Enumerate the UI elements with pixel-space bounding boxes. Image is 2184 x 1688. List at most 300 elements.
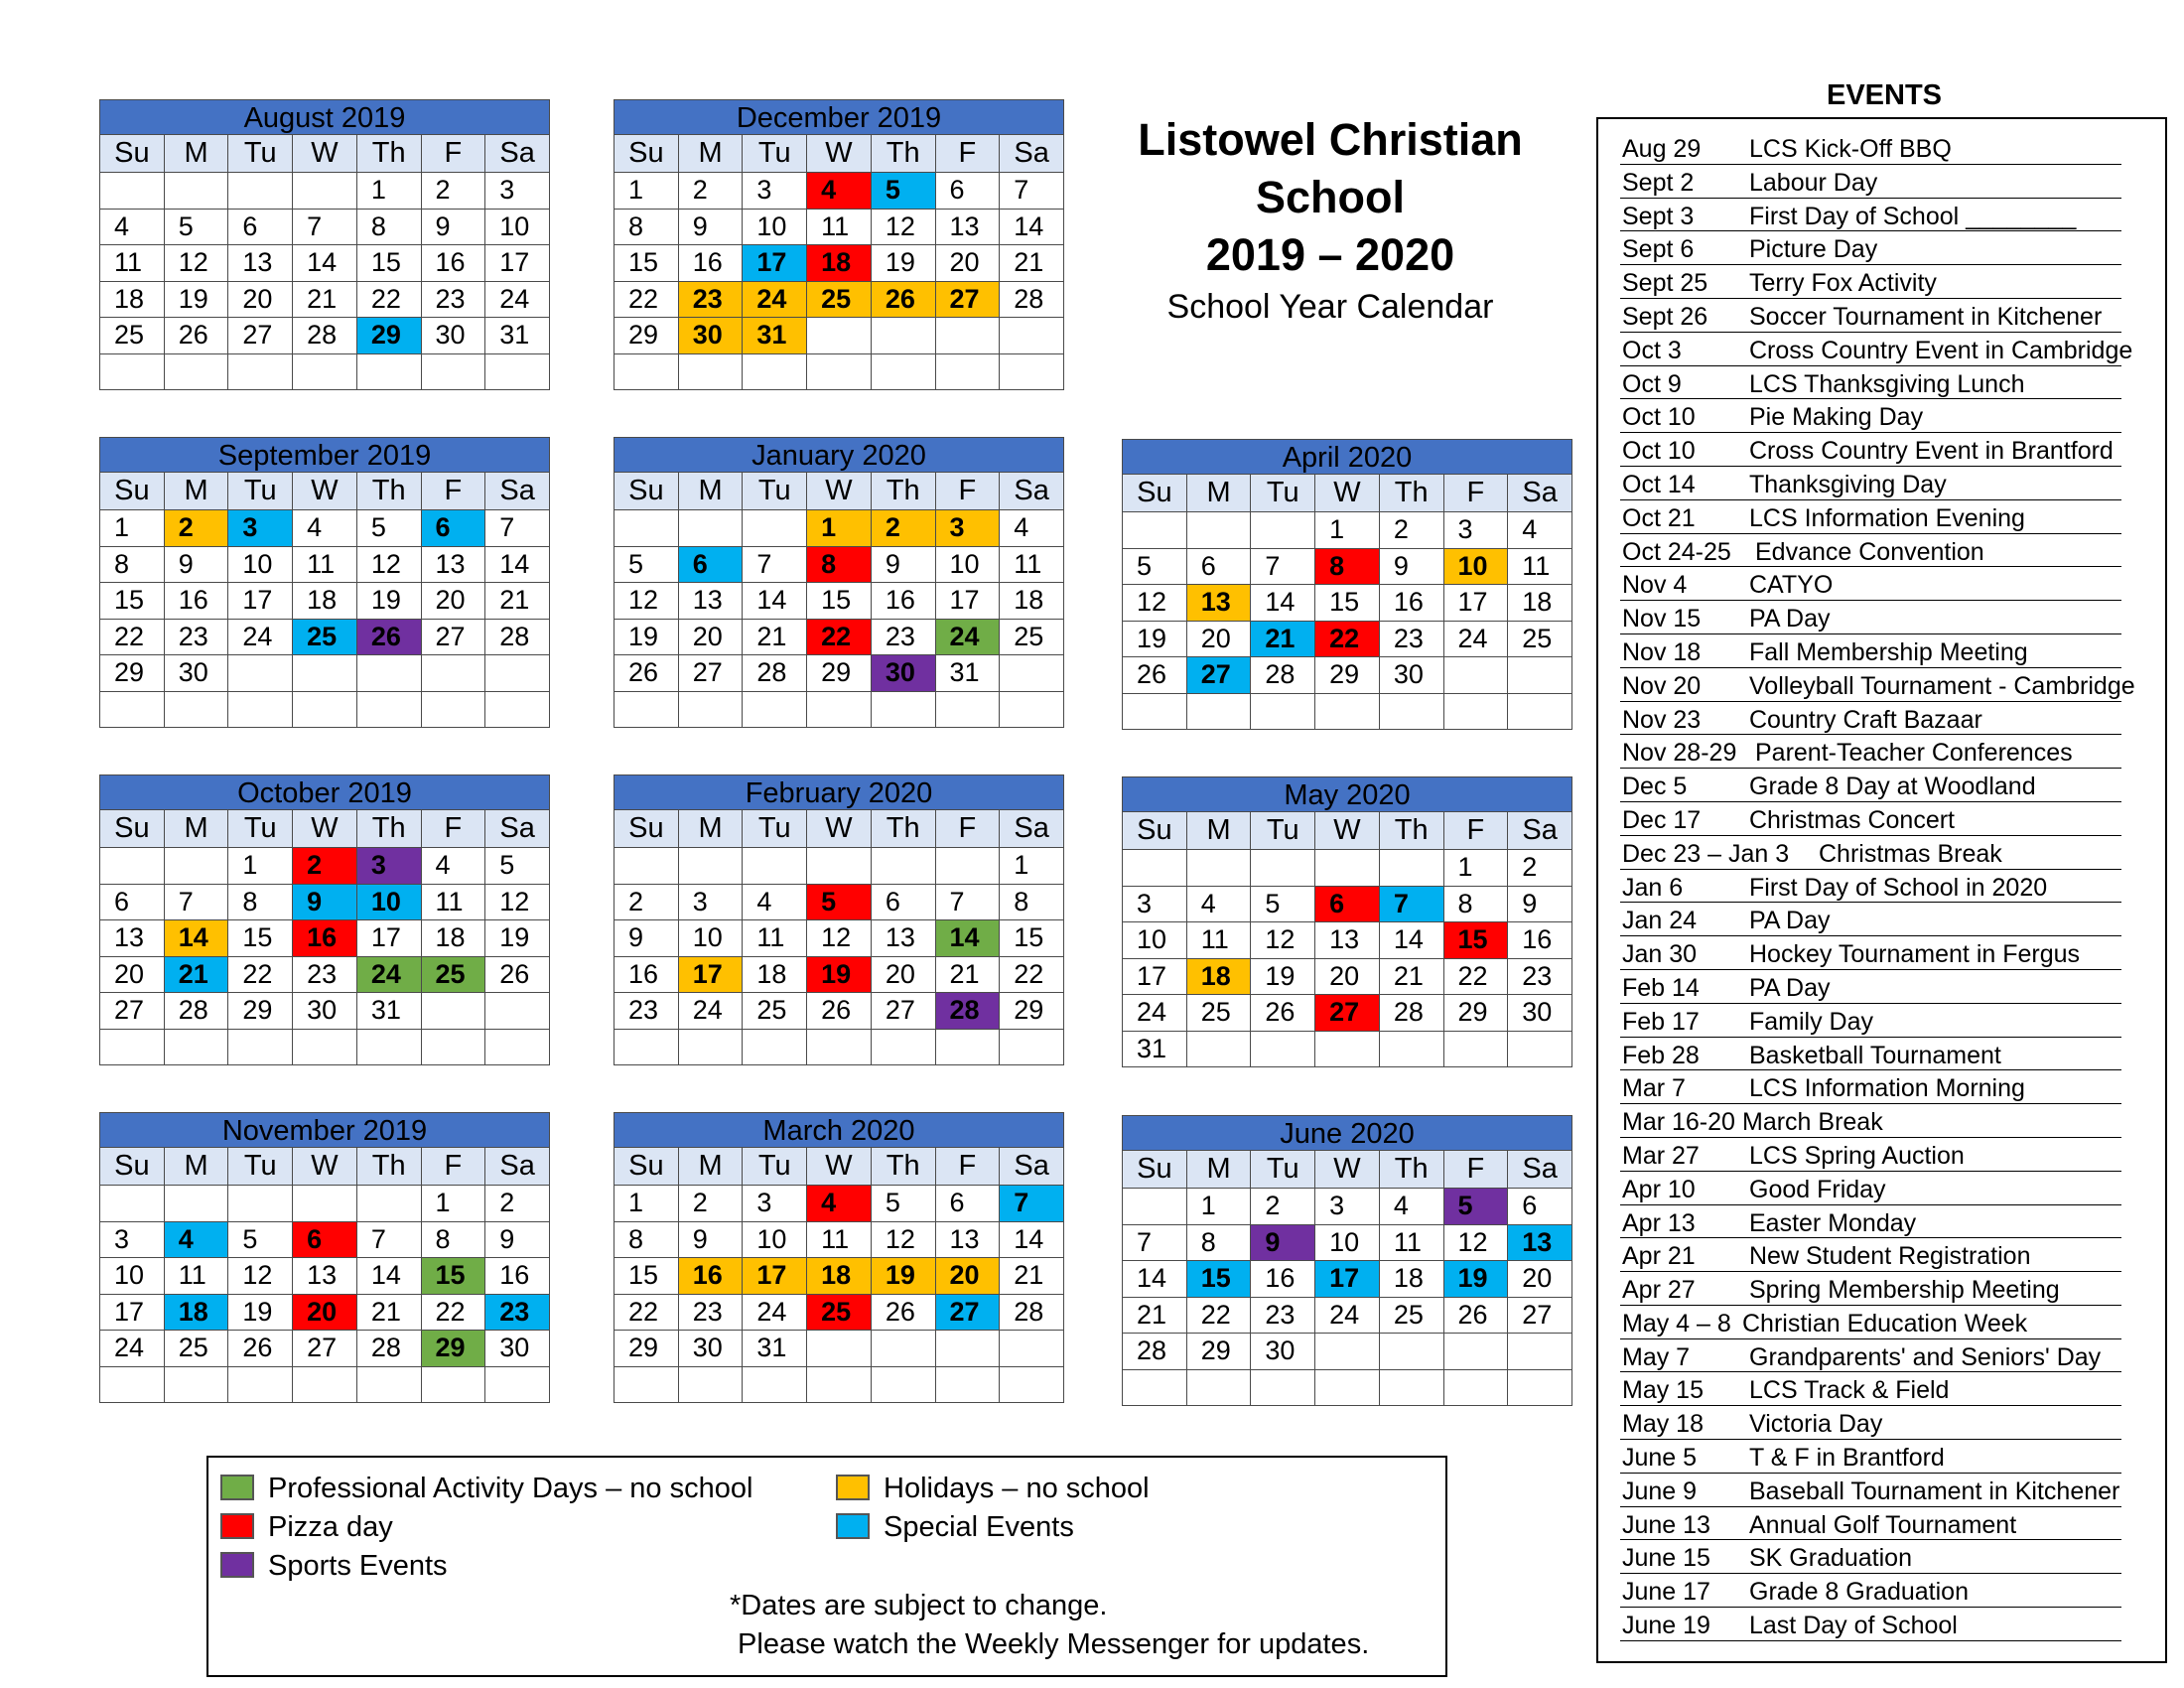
event-row bbox=[1620, 1038, 2121, 1071]
weekday-label: W bbox=[807, 135, 872, 173]
calendar-day: 29 bbox=[1443, 995, 1508, 1032]
calendar-day: 9 bbox=[678, 1221, 743, 1258]
calendar-day: 5 bbox=[228, 1221, 293, 1258]
event-date: Dec 23 – Jan 3 bbox=[1622, 839, 1790, 868]
school-years: 2019 – 2020 bbox=[1205, 229, 1455, 280]
calendar-day: 3 bbox=[1443, 512, 1508, 549]
calendar-day: 14 bbox=[1251, 585, 1315, 622]
weekday-label: W bbox=[807, 810, 872, 848]
calendar-day-professional: 24 bbox=[935, 619, 1000, 655]
calendar-day: 2 bbox=[678, 173, 743, 210]
calendar-day: 16 bbox=[164, 583, 228, 620]
event-row bbox=[1620, 165, 2121, 199]
event-row bbox=[1620, 903, 2121, 936]
event-name: Grade 8 Day at Woodland bbox=[1749, 773, 2036, 801]
calendar-empty-cell bbox=[421, 1029, 485, 1065]
event-name: Parent-Teacher Conferences bbox=[1755, 739, 2073, 768]
weekday-label: Su bbox=[614, 810, 679, 848]
event-row bbox=[1620, 1138, 2121, 1172]
weekday-label: M bbox=[678, 135, 743, 173]
weekday-label: Th bbox=[871, 473, 935, 510]
calendar-day: 9 bbox=[421, 209, 485, 245]
legend-swatch-holiday bbox=[836, 1475, 870, 1500]
school-subtitle: School Year Calendar bbox=[1166, 288, 1494, 326]
calendar-day: 8 bbox=[1000, 884, 1064, 920]
calendar-day-sports: 3 bbox=[356, 848, 421, 885]
event-date: June 13 bbox=[1622, 1510, 1710, 1539]
calendar-empty-cell bbox=[807, 318, 872, 354]
calendar-empty-cell bbox=[1000, 655, 1064, 692]
calendar-empty-cell bbox=[1315, 1334, 1380, 1370]
event-date: Nov 15 bbox=[1622, 605, 1702, 633]
calendar-day: 16 bbox=[1251, 1261, 1315, 1298]
event-name: SK Graduation bbox=[1749, 1544, 1912, 1573]
calendar-empty-cell bbox=[356, 691, 421, 728]
calendar-empty-cell bbox=[935, 1029, 1000, 1065]
calendar-day: 22 bbox=[1000, 956, 1064, 993]
legend-label-holiday: Holidays – no school bbox=[884, 1473, 1150, 1504]
calendar-day-professional: 25 bbox=[421, 956, 485, 993]
calendar-empty-cell bbox=[100, 353, 165, 390]
calendar-day: 21 bbox=[485, 583, 550, 620]
calendar-empty-cell bbox=[743, 1029, 807, 1065]
event-row bbox=[1620, 970, 2121, 1004]
calendar-day: 13 bbox=[1315, 922, 1380, 959]
weekday-label: F bbox=[421, 1148, 485, 1186]
calendar-day: 14 bbox=[1123, 1261, 1187, 1298]
calendar-day: 12 bbox=[614, 583, 679, 620]
calendar-day: 11 bbox=[1379, 1224, 1443, 1261]
event-row bbox=[1620, 1406, 2121, 1440]
calendar-day: 21 bbox=[356, 1294, 421, 1331]
weekday-label: Sa bbox=[1000, 135, 1064, 173]
event-date: Apr 13 bbox=[1622, 1208, 1696, 1237]
calendar-day: 11 bbox=[1508, 548, 1572, 585]
event-row bbox=[1620, 567, 2121, 601]
weekday-label: Th bbox=[1379, 475, 1443, 512]
month-title: February 2020 bbox=[614, 774, 1064, 809]
weekday-label: Tu bbox=[1251, 1151, 1315, 1189]
weekday-label: F bbox=[935, 810, 1000, 848]
calendar-empty-cell bbox=[871, 848, 935, 885]
event-date: Dec 17 bbox=[1622, 805, 1702, 834]
event-name: Pie Making Day bbox=[1749, 403, 1924, 432]
event-row bbox=[1620, 1272, 2121, 1306]
calendar-day: 3 bbox=[1123, 886, 1187, 922]
legend-item-sports bbox=[220, 1549, 448, 1583]
calendar-day-holiday: 1 bbox=[807, 510, 872, 547]
calendar-day-pizza: 20 bbox=[293, 1294, 357, 1331]
event-name: Grade 8 Graduation bbox=[1749, 1578, 1969, 1607]
month-title: August 2019 bbox=[99, 99, 550, 134]
weekday-label: Th bbox=[356, 473, 421, 510]
calendar-day-sports: 26 bbox=[356, 619, 421, 655]
event-name: LCS Spring Auction bbox=[1749, 1141, 1965, 1170]
event-row bbox=[1620, 870, 2121, 904]
event-name: LCS Thanksgiving Lunch bbox=[1749, 369, 2025, 398]
calendar-day-pizza: 16 bbox=[293, 920, 357, 957]
month-grid bbox=[99, 809, 550, 1065]
calendar-day: 1 bbox=[1315, 512, 1380, 549]
calendar-day: 26 bbox=[871, 1294, 935, 1331]
calendar-day: 8 bbox=[100, 546, 165, 583]
event-name: Country Craft Bazaar bbox=[1749, 705, 1982, 734]
calendar-day: 6 bbox=[228, 209, 293, 245]
calendar-day: 15 bbox=[1000, 920, 1064, 957]
calendar-empty-cell bbox=[1379, 693, 1443, 730]
calendar-day-holiday: 18 bbox=[1186, 958, 1251, 995]
calendar-day: 11 bbox=[807, 1221, 872, 1258]
calendar-day: 15 bbox=[614, 245, 679, 282]
calendar-day: 2 bbox=[614, 884, 679, 920]
event-name: Good Friday bbox=[1749, 1175, 1886, 1203]
calendar-day: 24 bbox=[1443, 621, 1508, 657]
calendar-empty-cell bbox=[1000, 1366, 1064, 1403]
calendar-day: 11 bbox=[293, 546, 357, 583]
calendar-day: 29 bbox=[100, 655, 165, 692]
calendar-empty-cell bbox=[1508, 657, 1572, 694]
calendar-day: 2 bbox=[1508, 850, 1572, 887]
event-name: Edvance Convention bbox=[1755, 537, 1984, 566]
weekday-label: Sa bbox=[1000, 473, 1064, 510]
calendar-day: 13 bbox=[100, 920, 165, 957]
calendar-day: 12 bbox=[1251, 922, 1315, 959]
calendar-day: 25 bbox=[1508, 621, 1572, 657]
weekday-label: Sa bbox=[1000, 1148, 1064, 1186]
calendar-day: 31 bbox=[485, 318, 550, 354]
calendar-empty-cell bbox=[807, 1029, 872, 1065]
event-name: Thanksgiving Day bbox=[1749, 470, 1947, 498]
calendar-day: 15 bbox=[1315, 585, 1380, 622]
calendar-day: 5 bbox=[614, 546, 679, 583]
calendar-empty-cell bbox=[485, 353, 550, 390]
calendar-day: 20 bbox=[1186, 621, 1251, 657]
calendar-day: 5 bbox=[1251, 886, 1315, 922]
weekday-label: Sa bbox=[1508, 1151, 1572, 1189]
calendar-day-special: 27 bbox=[1186, 657, 1251, 694]
calendar-day-special: 9 bbox=[293, 884, 357, 920]
calendar-empty-cell bbox=[1315, 850, 1380, 887]
calendar-day: 8 bbox=[1443, 886, 1508, 922]
calendar-day: 10 bbox=[100, 1258, 165, 1295]
calendar-empty-cell bbox=[164, 1186, 228, 1222]
calendar-day: 29 bbox=[807, 655, 872, 692]
calendar-day: 28 bbox=[485, 619, 550, 655]
calendar-empty-cell bbox=[614, 1029, 679, 1065]
weekday-label: Tu bbox=[743, 473, 807, 510]
weekday-label: Th bbox=[356, 1148, 421, 1186]
calendar-day: 7 bbox=[1123, 1224, 1187, 1261]
calendar-empty-cell bbox=[1315, 693, 1380, 730]
calendar-empty-cell bbox=[100, 691, 165, 728]
calendar-day: 9 bbox=[871, 546, 935, 583]
calendar-day: 22 bbox=[614, 281, 679, 318]
event-date: Apr 10 bbox=[1622, 1175, 1696, 1203]
calendar-day: 27 bbox=[100, 993, 165, 1030]
legend-item-holiday bbox=[836, 1472, 1150, 1505]
weekday-label: F bbox=[421, 473, 485, 510]
calendar-empty-cell bbox=[614, 848, 679, 885]
calendar-day: 23 bbox=[293, 956, 357, 993]
calendar-day-special: 13 bbox=[1508, 1224, 1572, 1261]
calendar-empty-cell bbox=[614, 510, 679, 547]
calendar-empty-cell bbox=[485, 655, 550, 692]
calendar-day: 30 bbox=[1508, 995, 1572, 1032]
weekday-label: W bbox=[807, 473, 872, 510]
calendar-day: 23 bbox=[614, 993, 679, 1030]
event-name: CATYO bbox=[1749, 571, 1834, 600]
calendar-day-pizza: 27 bbox=[1315, 995, 1380, 1032]
legend-swatch-pizza bbox=[220, 1513, 254, 1539]
event-name: New Student Registration bbox=[1749, 1242, 2031, 1271]
legend-label-special: Special Events bbox=[884, 1511, 1074, 1543]
calendar-day: 6 bbox=[100, 884, 165, 920]
calendar-day: 26 bbox=[614, 655, 679, 692]
calendar-august-2019 bbox=[99, 99, 550, 390]
calendar-empty-cell bbox=[807, 1331, 872, 1367]
calendar-day: 19 bbox=[164, 281, 228, 318]
weekday-label: Su bbox=[614, 473, 679, 510]
calendar-day-special: 25 bbox=[293, 619, 357, 655]
event-date: Dec 5 bbox=[1622, 773, 1688, 801]
weekday-label: Sa bbox=[1508, 812, 1572, 850]
calendar-day-special: 10 bbox=[356, 884, 421, 920]
weekday-label: W bbox=[293, 135, 357, 173]
calendar-day: 24 bbox=[485, 281, 550, 318]
event-name: Soccer Tournament in Kitchener bbox=[1749, 302, 2103, 331]
weekday-label: Su bbox=[1123, 1151, 1187, 1189]
event-date: Feb 14 bbox=[1622, 973, 1700, 1002]
event-date: Jan 6 bbox=[1622, 873, 1684, 902]
calendar-day: 23 bbox=[1251, 1297, 1315, 1334]
calendar-empty-cell bbox=[935, 1331, 1000, 1367]
calendar-day: 16 bbox=[871, 583, 935, 620]
calendar-day: 6 bbox=[935, 173, 1000, 210]
calendar-day-holiday: 14 bbox=[164, 920, 228, 957]
calendar-empty-cell bbox=[356, 655, 421, 692]
calendar-day: 29 bbox=[614, 318, 679, 354]
calendar-day: 7 bbox=[743, 546, 807, 583]
calendar-day: 22 bbox=[356, 281, 421, 318]
calendar-empty-cell bbox=[1000, 691, 1064, 728]
weekday-label: Su bbox=[1123, 812, 1187, 850]
event-row bbox=[1620, 433, 2121, 467]
event-date: May 7 bbox=[1622, 1342, 1691, 1371]
calendar-empty-cell bbox=[1508, 1031, 1572, 1067]
event-name: PA Day bbox=[1749, 605, 1831, 633]
calendar-day-holiday: 27 bbox=[935, 281, 1000, 318]
calendar-day: 29 bbox=[1315, 657, 1380, 694]
calendar-empty-cell bbox=[743, 1366, 807, 1403]
event-date: Nov 20 bbox=[1622, 671, 1702, 700]
calendar-day: 28 bbox=[164, 993, 228, 1030]
calendar-day: 20 bbox=[1508, 1261, 1572, 1298]
calendar-day: 11 bbox=[421, 884, 485, 920]
event-name: Last Day of School bbox=[1749, 1612, 1958, 1640]
calendar-day: 19 bbox=[871, 245, 935, 282]
event-row bbox=[1620, 668, 2135, 702]
calendar-empty-cell bbox=[293, 1029, 357, 1065]
event-date: Sept 6 bbox=[1622, 235, 1695, 264]
calendar-day-special: 17 bbox=[743, 245, 807, 282]
month-grid bbox=[1122, 811, 1572, 1067]
event-row bbox=[1620, 1339, 2121, 1373]
event-date: Aug 29 bbox=[1622, 135, 1702, 163]
calendar-day: 3 bbox=[678, 884, 743, 920]
month-title: October 2019 bbox=[99, 774, 550, 809]
weekday-label: F bbox=[1443, 812, 1508, 850]
weekday-label: Tu bbox=[1251, 475, 1315, 512]
calendar-empty-cell bbox=[293, 1366, 357, 1403]
calendar-day: 19 bbox=[485, 920, 550, 957]
calendar-day: 26 bbox=[1123, 657, 1187, 694]
event-name: PA Day bbox=[1749, 907, 1831, 935]
calendar-day: 21 bbox=[1000, 1258, 1064, 1295]
weekday-label: Tu bbox=[228, 1148, 293, 1186]
calendar-empty-cell bbox=[807, 1366, 872, 1403]
calendar-day-professional: 15 bbox=[421, 1258, 485, 1295]
event-row bbox=[1620, 467, 2121, 500]
calendar-day: 26 bbox=[164, 318, 228, 354]
calendar-day-holiday: 25 bbox=[807, 281, 872, 318]
calendar-empty-cell bbox=[356, 353, 421, 390]
calendar-empty-cell bbox=[1443, 1369, 1508, 1406]
weekday-label: Sa bbox=[485, 1148, 550, 1186]
calendar-day: 30 bbox=[421, 318, 485, 354]
calendar-day-holiday: 2 bbox=[871, 510, 935, 547]
weekday-label: M bbox=[678, 1148, 743, 1186]
calendar-day: 7 bbox=[293, 209, 357, 245]
calendar-day: 24 bbox=[1315, 1297, 1380, 1334]
calendar-empty-cell bbox=[228, 1186, 293, 1222]
calendar-empty-cell bbox=[1123, 693, 1187, 730]
calendar-june-2020 bbox=[1122, 1115, 1572, 1406]
calendar-day: 17 bbox=[356, 920, 421, 957]
calendar-day: 4 bbox=[1379, 1189, 1443, 1225]
weekday-label: F bbox=[1443, 1151, 1508, 1189]
event-row bbox=[1620, 1608, 2121, 1641]
event-row bbox=[1620, 265, 2121, 299]
calendar-day: 28 bbox=[743, 655, 807, 692]
calendar-empty-cell bbox=[1443, 1334, 1508, 1370]
calendar-day-special: 18 bbox=[164, 1294, 228, 1331]
calendar-day-special: 29 bbox=[356, 318, 421, 354]
calendar-day: 29 bbox=[1186, 1334, 1251, 1370]
calendar-day: 25 bbox=[164, 1331, 228, 1367]
calendar-day: 27 bbox=[421, 619, 485, 655]
calendar-empty-cell bbox=[1000, 1029, 1064, 1065]
month-title: June 2020 bbox=[1122, 1115, 1572, 1150]
weekday-label: Su bbox=[100, 1148, 165, 1186]
calendar-empty-cell bbox=[1123, 1369, 1187, 1406]
calendar-day-holiday: 24 bbox=[743, 281, 807, 318]
calendar-day: 17 bbox=[485, 245, 550, 282]
weekday-label: Tu bbox=[228, 135, 293, 173]
weekday-label: W bbox=[293, 810, 357, 848]
event-name: Spring Membership Meeting bbox=[1749, 1276, 2060, 1305]
event-row bbox=[1620, 735, 2121, 769]
calendar-day: 23 bbox=[421, 281, 485, 318]
calendar-empty-cell bbox=[293, 1186, 357, 1222]
calendar-day: 16 bbox=[421, 245, 485, 282]
event-row bbox=[1620, 702, 2121, 736]
calendar-empty-cell bbox=[1251, 1031, 1315, 1067]
calendar-day: 4 bbox=[1508, 512, 1572, 549]
calendar-day: 12 bbox=[871, 209, 935, 245]
calendar-day: 8 bbox=[228, 884, 293, 920]
weekday-label: Tu bbox=[743, 810, 807, 848]
calendar-day: 10 bbox=[743, 1221, 807, 1258]
calendar-empty-cell bbox=[1379, 1369, 1443, 1406]
calendar-day-holiday: 13 bbox=[1186, 585, 1251, 622]
weekday-label: M bbox=[164, 810, 228, 848]
calendar-day: 2 bbox=[421, 173, 485, 210]
calendar-day-holiday: 18 bbox=[807, 1258, 872, 1295]
event-date: June 19 bbox=[1622, 1612, 1710, 1640]
calendar-day-professional: 29 bbox=[421, 1331, 485, 1367]
calendar-day: 6 bbox=[935, 1186, 1000, 1222]
event-date: Nov 23 bbox=[1622, 705, 1702, 734]
calendar-empty-cell bbox=[228, 655, 293, 692]
event-name: Family Day bbox=[1749, 1007, 1874, 1036]
event-date: Jan 24 bbox=[1622, 907, 1698, 935]
calendar-day: 1 bbox=[421, 1186, 485, 1222]
calendar-day: 27 bbox=[1508, 1297, 1572, 1334]
event-date: Nov 18 bbox=[1622, 637, 1702, 666]
calendar-day: 26 bbox=[1251, 995, 1315, 1032]
events-title: EVENTS bbox=[1827, 79, 1943, 111]
calendar-day: 16 bbox=[485, 1258, 550, 1295]
calendar-day: 14 bbox=[356, 1258, 421, 1295]
calendar-empty-cell bbox=[1379, 1334, 1443, 1370]
weekday-label: F bbox=[935, 473, 1000, 510]
calendar-day: 4 bbox=[1186, 886, 1251, 922]
event-name: Cross Country Event in Brantford bbox=[1749, 437, 2114, 466]
event-name: Picture Day bbox=[1749, 235, 1878, 264]
event-row bbox=[1620, 231, 2121, 265]
event-date: June 9 bbox=[1622, 1477, 1698, 1505]
calendar-empty-cell bbox=[293, 173, 357, 210]
event-date: Mar 27 bbox=[1622, 1141, 1700, 1170]
calendar-day: 16 bbox=[1508, 922, 1572, 959]
calendar-day: 22 bbox=[1443, 958, 1508, 995]
event-date: June 15 bbox=[1622, 1544, 1710, 1573]
calendar-day: 26 bbox=[1443, 1297, 1508, 1334]
month-grid bbox=[99, 134, 550, 390]
calendar-day: 19 bbox=[1123, 621, 1187, 657]
event-row bbox=[1620, 1172, 2121, 1205]
calendar-empty-cell bbox=[935, 848, 1000, 885]
calendar-day-special: 23 bbox=[485, 1294, 550, 1331]
calendar-day: 14 bbox=[293, 245, 357, 282]
event-date: May 4 – 8 bbox=[1622, 1309, 1731, 1337]
weekday-label: Sa bbox=[485, 810, 550, 848]
calendar-day-holiday: 19 bbox=[871, 1258, 935, 1295]
event-date: Apr 21 bbox=[1622, 1242, 1696, 1271]
calendar-day: 11 bbox=[1186, 922, 1251, 959]
calendar-day: 7 bbox=[356, 1221, 421, 1258]
calendar-day: 19 bbox=[1251, 958, 1315, 995]
calendar-day: 6 bbox=[871, 884, 935, 920]
calendar-day-sports: 5 bbox=[1443, 1189, 1508, 1225]
calendar-empty-cell bbox=[485, 1029, 550, 1065]
calendar-day: 12 bbox=[228, 1258, 293, 1295]
calendar-empty-cell bbox=[485, 691, 550, 728]
month-grid bbox=[1122, 1150, 1572, 1406]
calendar-empty-cell bbox=[485, 993, 550, 1030]
weekday-label: M bbox=[1186, 812, 1251, 850]
event-name: Volleyball Tournament - Cambridge bbox=[1749, 671, 2135, 700]
